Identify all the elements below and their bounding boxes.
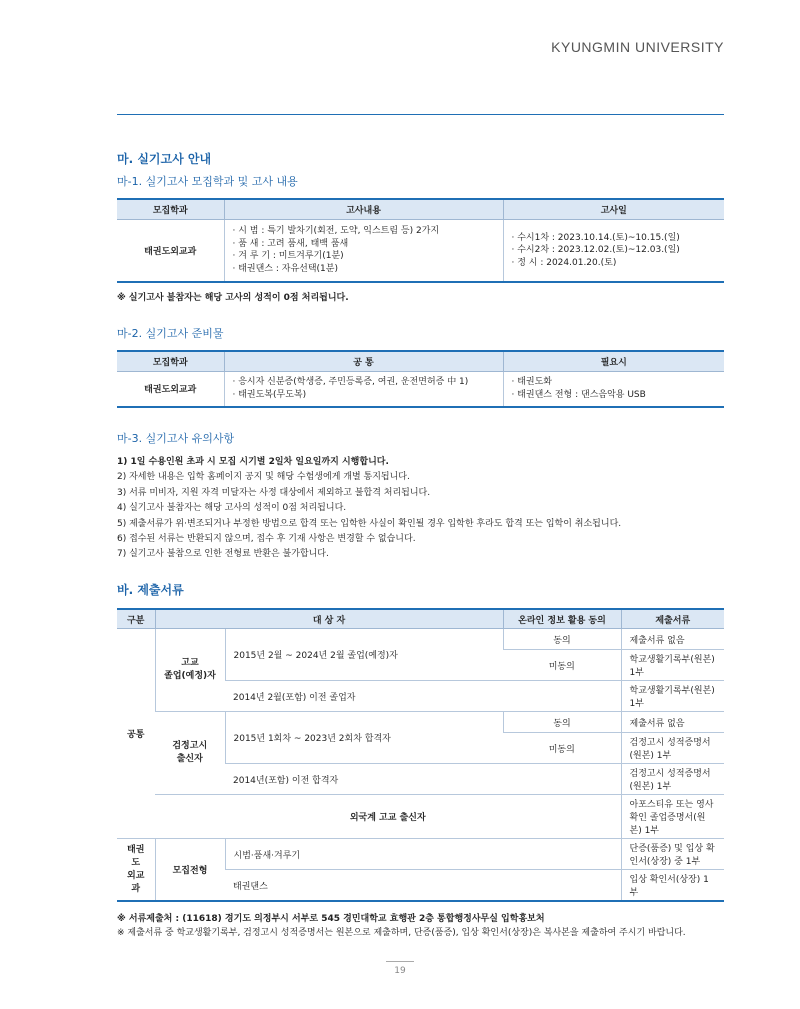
doc-hs-record: 학교생활기록부(원본) 1부 bbox=[621, 681, 724, 712]
common-supplies-cell bbox=[224, 371, 503, 407]
dept-cell: 태권도외교과 bbox=[117, 219, 224, 282]
tkd-type-b: 태권댄스 bbox=[225, 870, 621, 902]
doc-ged: 검정고시 성적증명서(원본) 1부 bbox=[621, 764, 724, 795]
hs-recent-range: 2015년 2월 ~ 2024년 2월 졸업(예정)자 bbox=[225, 629, 503, 681]
th-common: 공 통 bbox=[224, 351, 503, 371]
submission-address-note: ※ 서류제출처 : (11618) 경기도 의정부시 서부로 545 경민대학교 효행관 2층 통합행정사무실 입학홍보처 bbox=[117, 914, 545, 925]
list-item: 2) 자세한 내용은 입학 홈페이지 공지 및 해당 수험생에게 개별 통지됩니다. bbox=[117, 472, 410, 483]
university-name: KYUNGMIN UNIVERSITY bbox=[551, 39, 724, 55]
header-rule bbox=[117, 114, 724, 115]
doc-hs-record: 학교생활기록부(원본) 1부 bbox=[621, 650, 724, 681]
optional-line: · 태권댄스 전형 : 댄스음악용 USB bbox=[511, 389, 646, 400]
sub3-title: 마-3. 실기고사 유의사항 bbox=[117, 432, 235, 445]
th-target: 대 상 자 bbox=[155, 609, 503, 629]
th-consent: 온라인 정보 활용 동의 bbox=[503, 609, 621, 629]
optional-supplies-cell bbox=[503, 371, 724, 407]
hs-old-range: 2014년 2월(포함) 이전 졸업자 bbox=[225, 681, 621, 712]
sub1-title: 마-1. 실기고사 모집학과 및 고사 내용 bbox=[117, 175, 298, 188]
common-line: · 응시자 신분증(학생증, 주민등록증, 여권, 운전면허증 中 1) bbox=[232, 377, 469, 388]
doc-tkd-b: 입상 확인서(상장) 1부 bbox=[621, 870, 724, 902]
section-ma-title: 마. 실기고사 안내 bbox=[117, 152, 212, 166]
list-item: 6) 접수된 서류는 반환되지 않으며, 접수 후 기재 사항은 변경할 수 없습니다. bbox=[117, 534, 416, 545]
tkd-type-a: 시범·품새·겨루기 bbox=[225, 839, 621, 870]
exam-date-cell bbox=[503, 219, 724, 282]
consent-disagree: 미동의 bbox=[503, 733, 621, 764]
supplies-table bbox=[117, 350, 724, 408]
list-item: 1) 1일 수용인원 초과 시 모집 시기별 2일차 일요일까지 시행합니다. bbox=[117, 457, 389, 467]
consent-disagree: 미동의 bbox=[503, 650, 621, 681]
doc-tkd-a: 단증(품증) 및 입상 확인서(상장) 중 1부 bbox=[621, 839, 724, 870]
documents-table bbox=[117, 608, 724, 903]
date-line: · 정 시 : 2024.01.20.(토) bbox=[511, 257, 617, 268]
dept-cell: 태권도외교과 bbox=[117, 371, 224, 407]
absence-note: ※ 실기고사 불참자는 해당 고사의 성적이 0점 처리됩니다. bbox=[117, 293, 349, 303]
consent-agree: 동의 bbox=[503, 629, 621, 650]
exam-content-cell bbox=[224, 219, 503, 282]
th-dept: 모집학과 bbox=[117, 351, 224, 371]
list-item: 3) 서류 미비자, 지원 자격 미달자는 사정 대상에서 제외하고 불합격 처리됩니다. bbox=[117, 487, 431, 498]
page-content bbox=[117, 150, 724, 940]
foreign-hs-label: 외국계 고교 출신자 bbox=[155, 795, 621, 839]
list-item: 4) 실기고사 불참자는 해당 고사의 성적이 0점 처리됩니다. bbox=[117, 503, 347, 514]
th-documents: 제출서류 bbox=[621, 609, 724, 629]
date-line: · 수시2차 : 2023.12.02.(토)~12.03.(일) bbox=[511, 245, 680, 255]
ged-recent-range: 2015년 1회차 ~ 2023년 2회차 합격자 bbox=[225, 712, 503, 764]
section-ba-title: 바. 제출서류 bbox=[117, 582, 184, 597]
content-line: · 품 새 : 고려 품새, 태백 품새 bbox=[232, 238, 349, 249]
th-category: 구분 bbox=[117, 609, 155, 629]
common-line: · 태권도복(무도복) bbox=[232, 389, 307, 400]
exam-content-table bbox=[117, 198, 724, 283]
page-number: 19 bbox=[0, 966, 800, 976]
th-optional: 필요시 bbox=[503, 351, 724, 371]
original-copy-note: ※ 제출서류 중 학교생활기록부, 검정고시 성적증명서는 원본으로 제출하며, 단증(품증), 입상 확인서(상장)은 복사본을 제출하여 주시기 바랍니다. bbox=[117, 928, 686, 939]
ged-label: 검정고시 출신자 bbox=[155, 712, 225, 795]
content-line: · 태권댄스 : 자유선택(1분) bbox=[232, 263, 338, 274]
th-date: 고사일 bbox=[503, 199, 724, 219]
th-content: 고사내용 bbox=[224, 199, 503, 219]
doc-foreign: 아포스티유 또는 영사확인 졸업증명서(원본) 1부 bbox=[621, 795, 724, 839]
doc-none: 제출서류 없음 bbox=[621, 629, 724, 650]
common-category: 공통 bbox=[117, 629, 155, 839]
content-line: · 겨 루 기 : 미트겨루기(1분) bbox=[232, 251, 344, 262]
th-dept: 모집학과 bbox=[117, 199, 224, 219]
list-item: 7) 실기고사 불참으로 인한 전형료 반환은 불가합니다. bbox=[117, 549, 329, 560]
precautions-list bbox=[117, 455, 724, 563]
consent-agree: 동의 bbox=[503, 712, 621, 733]
optional-line: · 태권도화 bbox=[511, 377, 552, 388]
sub2-title: 마-2. 실기고사 준비물 bbox=[117, 327, 224, 340]
ged-old-range: 2014년(포함) 이전 합격자 bbox=[225, 764, 621, 795]
date-line: · 수시1차 : 2023.10.14.(토)~10.15.(일) bbox=[511, 232, 680, 243]
doc-none: 제출서류 없음 bbox=[621, 712, 724, 733]
tkd-category: 태권도 외교과 bbox=[117, 839, 155, 902]
list-item: 5) 제출서류가 위·변조되거나 부정한 방법으로 합격 또는 입학한 사실이 확인될 경우 입학한 후라도 합격 또는 입학이 취소됩니다. bbox=[117, 518, 622, 529]
content-line: · 시 범 : 특기 발차기(회전, 도약, 익스트림 등) 2가지 bbox=[232, 226, 440, 237]
doc-ged: 검정고시 성적증명서(원본) 1부 bbox=[621, 733, 724, 764]
hs-graduates-label: 고교 졸업(예정)자 bbox=[155, 629, 225, 712]
tkd-type-label: 모집전형 bbox=[155, 839, 225, 902]
